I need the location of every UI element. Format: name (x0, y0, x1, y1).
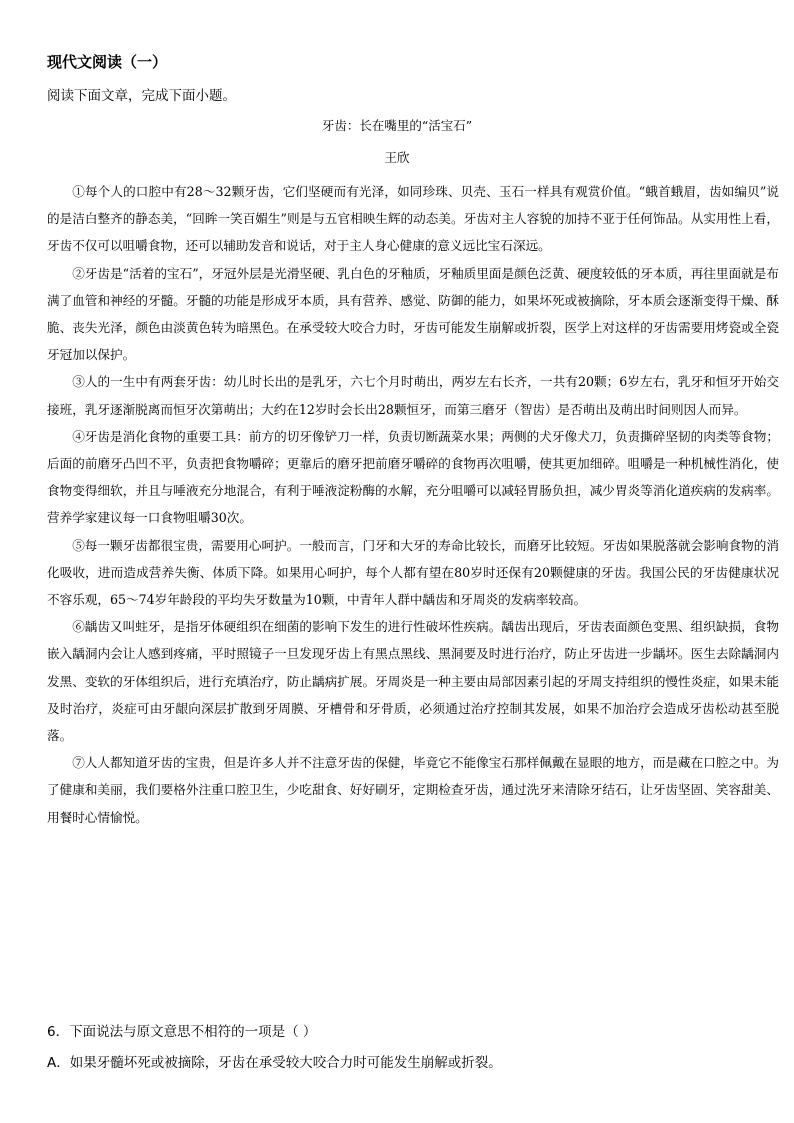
article-paragraph-1: ①每个人的口腔中有28～32颗牙齿，它们坚硬而有光泽，如同珍珠、贝壳、玉石一样具有观赏价值。“蛾首蛾眉，齿如编贝”说的是洁白整齐的静态美，“回眸一笑百媚生”则是与五官相映生辉的动态美。牙齿对主人容貌的加持不亚于任何饰品。从实用性上看，牙齿不仅可以咀嚼食物，还可以辅助发音和说话，对于主人身心健康的意义远比宝石深远。 (47, 184, 779, 254)
article-paragraph-5: ⑤每一颗牙齿都很宝贵，需要用心呵护。一般而言，门牙和大牙的寿命比较长，而磨牙比较短。牙齿如果脱落就会影响食物的消化吸收，进而造成营养失衡、体质下降。如果用心呵护，每个人都有望在80岁时还保有20颗健康的牙齿。我国公民的牙齿健康状况不容乐观，65～74岁年龄段的平均失牙数量为10颗，中青年人群中龋齿和牙周炎的发病率较高。 (47, 537, 779, 608)
article-paragraph-2: ②牙齿是“活着的宝石”，牙冠外层是光滑坚硬、乳白色的牙釉质，牙釉质里面是颜色泛黄、硬度较低的牙本质，再往里面就是布满了血管和神经的牙髓。牙髓的功能是形成牙本质，具有营养、感觉、防御的能力，如果坏死或被摘除，牙本质会逐渐变得干燥、酥脆、丧失光泽，颜色由淡黄色转为暗黑色。在承受较大咬合力时，牙齿可能发生崩解或折裂，医学上对这样的牙齿需要用烤瓷或全瓷牙冠加以保护。 (47, 265, 779, 363)
article-title: 牙齿：长在嘴里的“活宝石” (321, 118, 473, 133)
question-stem: 6．下面说法与原文意思不相符的一项是（ ） (47, 1024, 317, 1040)
reading-instruction: 阅读下面文章，完成下面小题。 (47, 88, 236, 104)
question-option-a: A．如果牙髓坏死或被摘除，牙齿在承受较大咬合力时可能发生崩解或折裂。 (47, 1055, 502, 1071)
article-paragraph-7: ⑦人人都知道牙齿的宝贵，但是许多人并不注意牙齿的保健，毕竟它不能像宝石那样佩戴在显眼的地方，而是藏在口腔之中。为了健康和美丽，我们要格外注重口腔卫生，少吃甜食、好好刷牙，定期检查牙齿，通过洗牙来清除牙结石，让牙齿坚固、笑容甜美、用餐时心情愉悦。 (47, 755, 779, 825)
section-title: 现代文阅读（一） (47, 53, 168, 71)
article-author: 王欣 (384, 150, 410, 165)
article-body (47, 178, 779, 831)
article-paragraph-6: ⑥龋齿又叫蛀牙，是指牙体硬组织在细菌的影响下发生的进行性破坏性疾病。龋齿出现后，牙齿表面颜色变黑、组织缺损，食物嵌入龋洞内会让人感到疼痛，平时照镜子一旦发现牙齿上有黑点黑线、黑洞要及时进行治疗，防止牙齿进一步龋坏。医生去除龋洞内发黑、变软的牙体组织后，进行充填治疗，防止龋病扩展。牙周炎是一种主要由局部因素引起的牙周支持组织的慢性炎症，如果未能及时治疗，炎症可由牙龈向深层扩散到牙周膜、牙槽骨和牙骨质，必须通过治疗控制其发展，如果不加治疗会造成牙齿松动甚至脱落。 (47, 619, 779, 744)
article-paragraph-3: ③人的一生中有两套牙齿：幼儿时长出的是乳牙，六七个月时萌出，两岁左右长齐，一共有20颗；6岁左右，乳牙和恒牙开始交接班，乳牙逐渐脱离而恒牙次第萌出；大约在12岁时会长出28颗恒牙，而第三磨牙（智齿）是否萌出及萌出时间则因人而异。 (47, 374, 779, 417)
article-paragraph-4: ④牙齿是消化食物的重要工具：前方的切牙像铲刀一样，负责切断蔬菜水果；两侧的犬牙像犬刀，负责撕碎坚韧的肉类等食物；后面的前磨牙凸凹不平，负责把食物嚼碎；更靠后的磨牙把前磨牙嚼碎的食物再次咀嚼，使其更加细碎。咀嚼是一种机械性消化，使食物变得细软，并且与唾液充分地混合，有利于唾液淀粉酶的水解，充分咀嚼可以减轻胃肠负担，减少胃炎等消化道疾病的发病率。营养学家建议每一口食物咀嚼30次。 (47, 428, 779, 526)
